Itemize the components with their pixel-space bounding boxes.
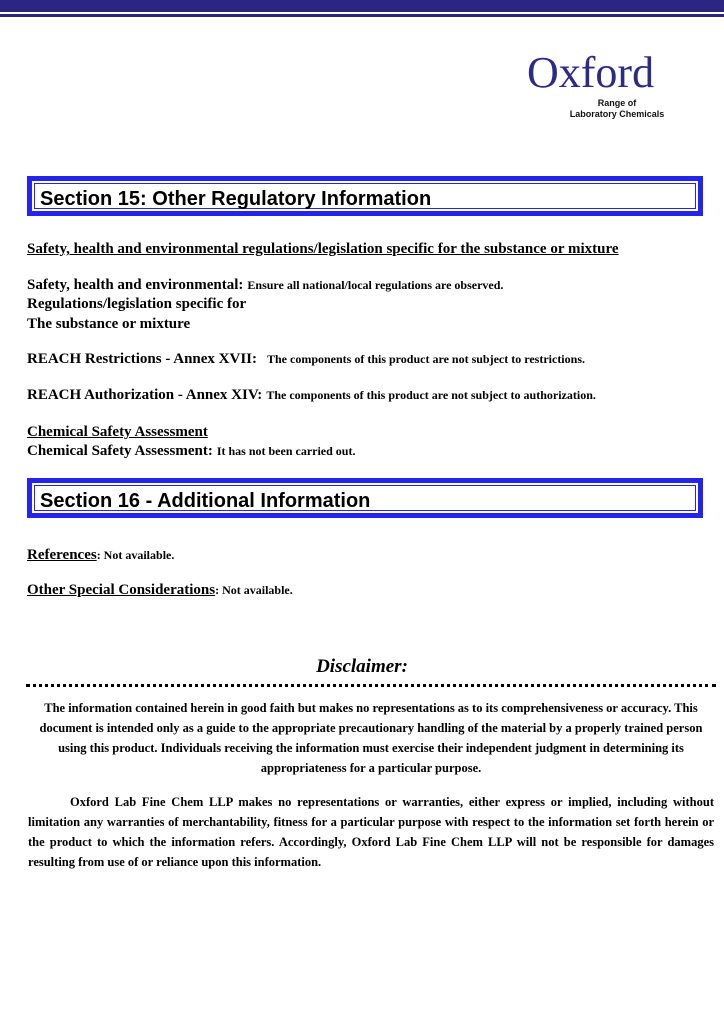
disclaimer-paragraph-2: Oxford Lab Fine Chem LLP makes no representations or warranties, either express or implied, including without limitation any warranties of merchantability, fitness for a particular purpose with respect to the information set forth herein or the product to which the information refers. Accordingly, Oxford Lab Fine Chem LLP will not be responsible for damages resulting from use of or reliance upon this information. [28,795,714,869]
top-bar-thin [0,14,724,17]
seh-label-line2: Regulations/legislation specific for [27,296,247,312]
reach-authorization-label: REACH Authorization - Annex XIV: [27,387,263,403]
logo-subtitle-line2: Laboratory Chemicals [569,109,665,119]
other-considerations-value: : Not available. [215,583,293,597]
disclaimer-paragraph-1: The information contained herein in good faith but makes no representations as to its comprehensiveness or accuracy. This document is intended only as a guide to the appropriate precautionary handling of the material by a properly trained person using this product. Individuals receiving the information must exercise their independent judgment in determining its appropriateness for a particular purpose. [39,701,703,775]
section-16-header-box [27,478,703,518]
logo-wordmark: Oxford [527,48,655,97]
section-15-heading: Safety, health and environmental regulations/legislation specific for the substance or mixture [27,241,619,257]
seh-label: Safety, health and environmental: [27,277,244,293]
section-15-title: Section 15: Other Regulatory Information [40,188,432,210]
seh-value: Ensure all national/local regulations are observed. [247,278,504,292]
references-label: References [27,547,97,563]
csa-row [27,442,355,460]
logo-subtitle [547,98,687,120]
seh-row [27,276,503,294]
reach-restrictions-row [27,350,585,368]
top-banner-bar [0,0,724,20]
dotted-divider [26,684,716,687]
reach-restrictions-label: REACH Restrictions - Annex XVII: [27,351,257,367]
other-considerations-row [27,581,293,599]
oxford-logo [527,48,687,132]
logo-subtitle-line1: Range of [597,98,637,108]
csa-value: It has not been carried out. [216,444,356,458]
references-row [27,546,174,564]
reach-restrictions-value: The components of this product are not subject to restrictions. [267,352,585,366]
other-considerations-label: Other Special Considerations [27,582,216,598]
reach-authorization-value: The components of this product are not subject to authorization. [266,388,596,402]
csa-heading: Chemical Safety Assessment [27,424,208,440]
references-value: : Not available. [96,548,175,562]
section-16-title: Section 16 - Additional Information [40,490,371,512]
reach-authorization-row [27,386,596,404]
top-bar-thick [0,0,724,12]
disclaimer-title: Disclaimer: [316,656,408,677]
csa-label: Chemical Safety Assessment: [27,443,213,459]
seh-label-line3: The substance or mixture [27,316,191,332]
section-15-header-box [27,176,703,216]
